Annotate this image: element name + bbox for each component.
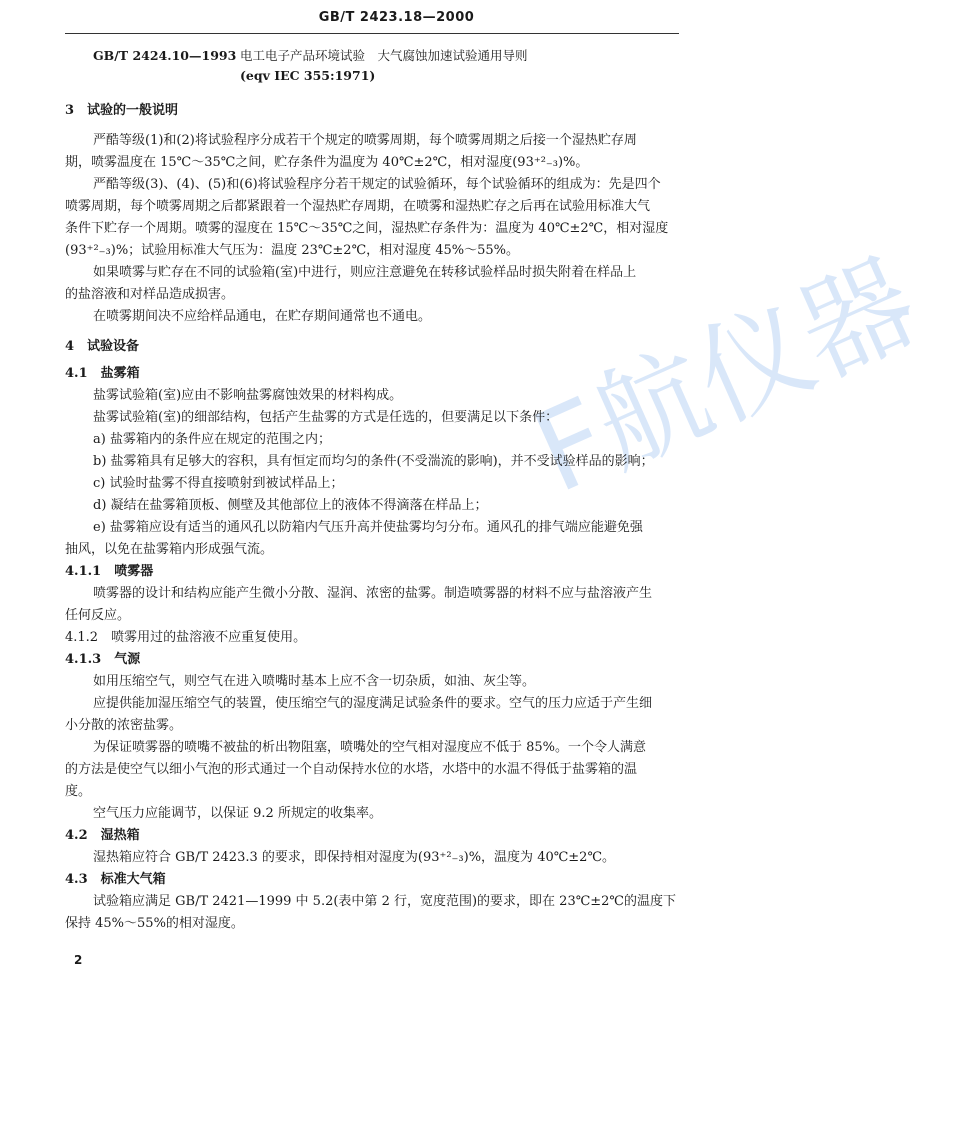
section-3-line: 严酷等级(3)、(4)、(5)和(6)将试验程序分若干规定的试验循环，每个试验循环的组成为：先是四个 <box>93 177 661 192</box>
section-3-line: 的盐溶液和对样品造成损害。 <box>65 287 235 302</box>
page-header-doc-code: GB/T 2423.18—2000 <box>318 10 475 25</box>
section-4-1-line: 抽风，以免在盐雾箱内形成强气流。 <box>65 542 274 557</box>
section-4-1-3-line: 度。 <box>65 784 92 799</box>
section-3-line: 条件下贮存一个周期。喷雾的湿度在 15℃～35℃之间，湿热贮存条件为：温度为 40℃±2℃，相对湿度 <box>65 221 669 236</box>
section-4-1-3-line: 应提供能加湿压缩空气的装置，使压缩空气的湿度满足试验条件的要求。空气的压力应适于产生细 <box>93 696 653 711</box>
section-4-1-3-line: 小分散的浓密盐雾。 <box>65 718 183 733</box>
page-number: 2 <box>74 953 83 967</box>
section-4-1-line: 盐雾试验箱(室)应由不影响盐雾腐蚀效果的材料构成。 <box>93 388 403 403</box>
section-4-heading: 4 试验设备 <box>65 339 140 354</box>
section-4-1-line: e) 盐雾箱应设有适当的通风孔以防箱内气压升高并使盐雾均匀分布。通风孔的排气端应能避免强 <box>93 520 643 535</box>
section-4-3-line: 试验箱应满足 GB/T 2421—1999 中 5.2(表中第 2 行，宽度范围)的要求，即在 23℃±2℃的温度下 <box>93 894 676 909</box>
section-4-1-line: 盐雾试验箱(室)的细部结构，包括产生盐雾的方式是任选的，但要满足以下条件： <box>93 410 559 425</box>
section-4-1-3-line: 如用压缩空气，则空气在进入喷嘴时基本上应不含一切杂质，如油、灰尘等。 <box>93 674 536 689</box>
section-4-1-3-line: 的方法是使空气以细小气泡的形式通过一个自动保持水位的水塔，水塔中的水温不得低于盐雾箱的温 <box>65 762 638 777</box>
section-4-1-line: d) 凝结在盐雾箱顶板、侧壁及其他部位上的液体不得滴落在样品上； <box>93 498 488 513</box>
section-4-1-3-line: 空气压力应能调节，以保证 9.2 所规定的收集率。 <box>93 806 382 821</box>
section-3-line: 期，喷雾温度在 15℃～35℃之间，贮存条件为温度为 40℃±2℃，相对湿度(93⁺²₋₃)%。 <box>65 155 589 170</box>
watermark: F航仪器 <box>516 236 936 519</box>
section-3-line: 如果喷雾与贮存在不同的试验箱(室)中进行，则应注意避免在转移试验样品时损失附着在样品上 <box>93 265 637 280</box>
section-4-1-1-line: 任何反应。 <box>65 608 131 623</box>
reference-title: 电工电子产品环境试验 大气腐蚀加速试验通用导则 <box>240 48 528 63</box>
section-3-line: 在喷雾期间决不应给样品通电，在贮存期间通常也不通电。 <box>93 309 432 324</box>
section-4-1-2-line: 4.1.2 喷雾用过的盐溶液不应重复使用。 <box>65 630 307 645</box>
section-4-1-line: b) 盐雾箱具有足够大的容积，具有恒定而均匀的条件(不受湍流的影响)，并不受试验样品的影响； <box>93 454 654 469</box>
section-3-line: 严酷等级(1)和(2)将试验程序分成若干个规定的喷雾周期，每个喷雾周期之后接一个湿热贮存周 <box>93 133 637 148</box>
section-4-2-line: 湿热箱应符合 GB/T 2423.3 的要求，即保持相对湿度为(93⁺²₋₃)%，温度为 40℃±2℃。 <box>93 850 615 865</box>
section-4-1-heading: 4.1 盐雾箱 <box>65 366 140 381</box>
section-4-1-1-line: 喷雾器的设计和结构应能产生微小分散、湿润、浓密的盐雾。制造喷雾器的材料不应与盐溶液产生 <box>93 586 653 601</box>
reference-code: GB/T 2424.10—1993 <box>93 48 237 63</box>
section-3-heading: 3 试验的一般说明 <box>65 103 179 118</box>
header-rule <box>65 33 679 34</box>
section-4-1-3-heading: 4.1.3 气源 <box>65 652 141 667</box>
section-4-1-1-heading: 4.1.1 喷雾器 <box>65 564 154 579</box>
section-4-1-3-line: 为保证喷雾器的喷嘴不被盐的析出物阻塞，喷嘴处的空气相对湿度应不低于 85%。一个令人满意 <box>93 740 647 755</box>
section-4-3-heading: 4.3 标准大气箱 <box>65 872 166 887</box>
section-3-line: 喷雾周期，每个喷雾周期之后都紧跟着一个湿热贮存周期，在喷雾和湿热贮存之后再在试验用标准大气 <box>65 199 651 214</box>
section-4-2-heading: 4.2 湿热箱 <box>65 828 140 843</box>
section-4-3-line: 保持 45%～55%的相对湿度。 <box>65 916 244 931</box>
section-3-line: (93⁺²₋₃)%；试验用标准大气压为：温度 23℃±2℃，相对湿度 45%～55%。 <box>65 243 520 258</box>
section-4-1-line: c) 试验时盐雾不得直接喷射到被试样品上； <box>93 476 344 491</box>
section-4-1-line: a) 盐雾箱内的条件应在规定的范围之内； <box>93 432 331 447</box>
reference-equiv: (eqv IEC 355:1971) <box>240 68 376 83</box>
